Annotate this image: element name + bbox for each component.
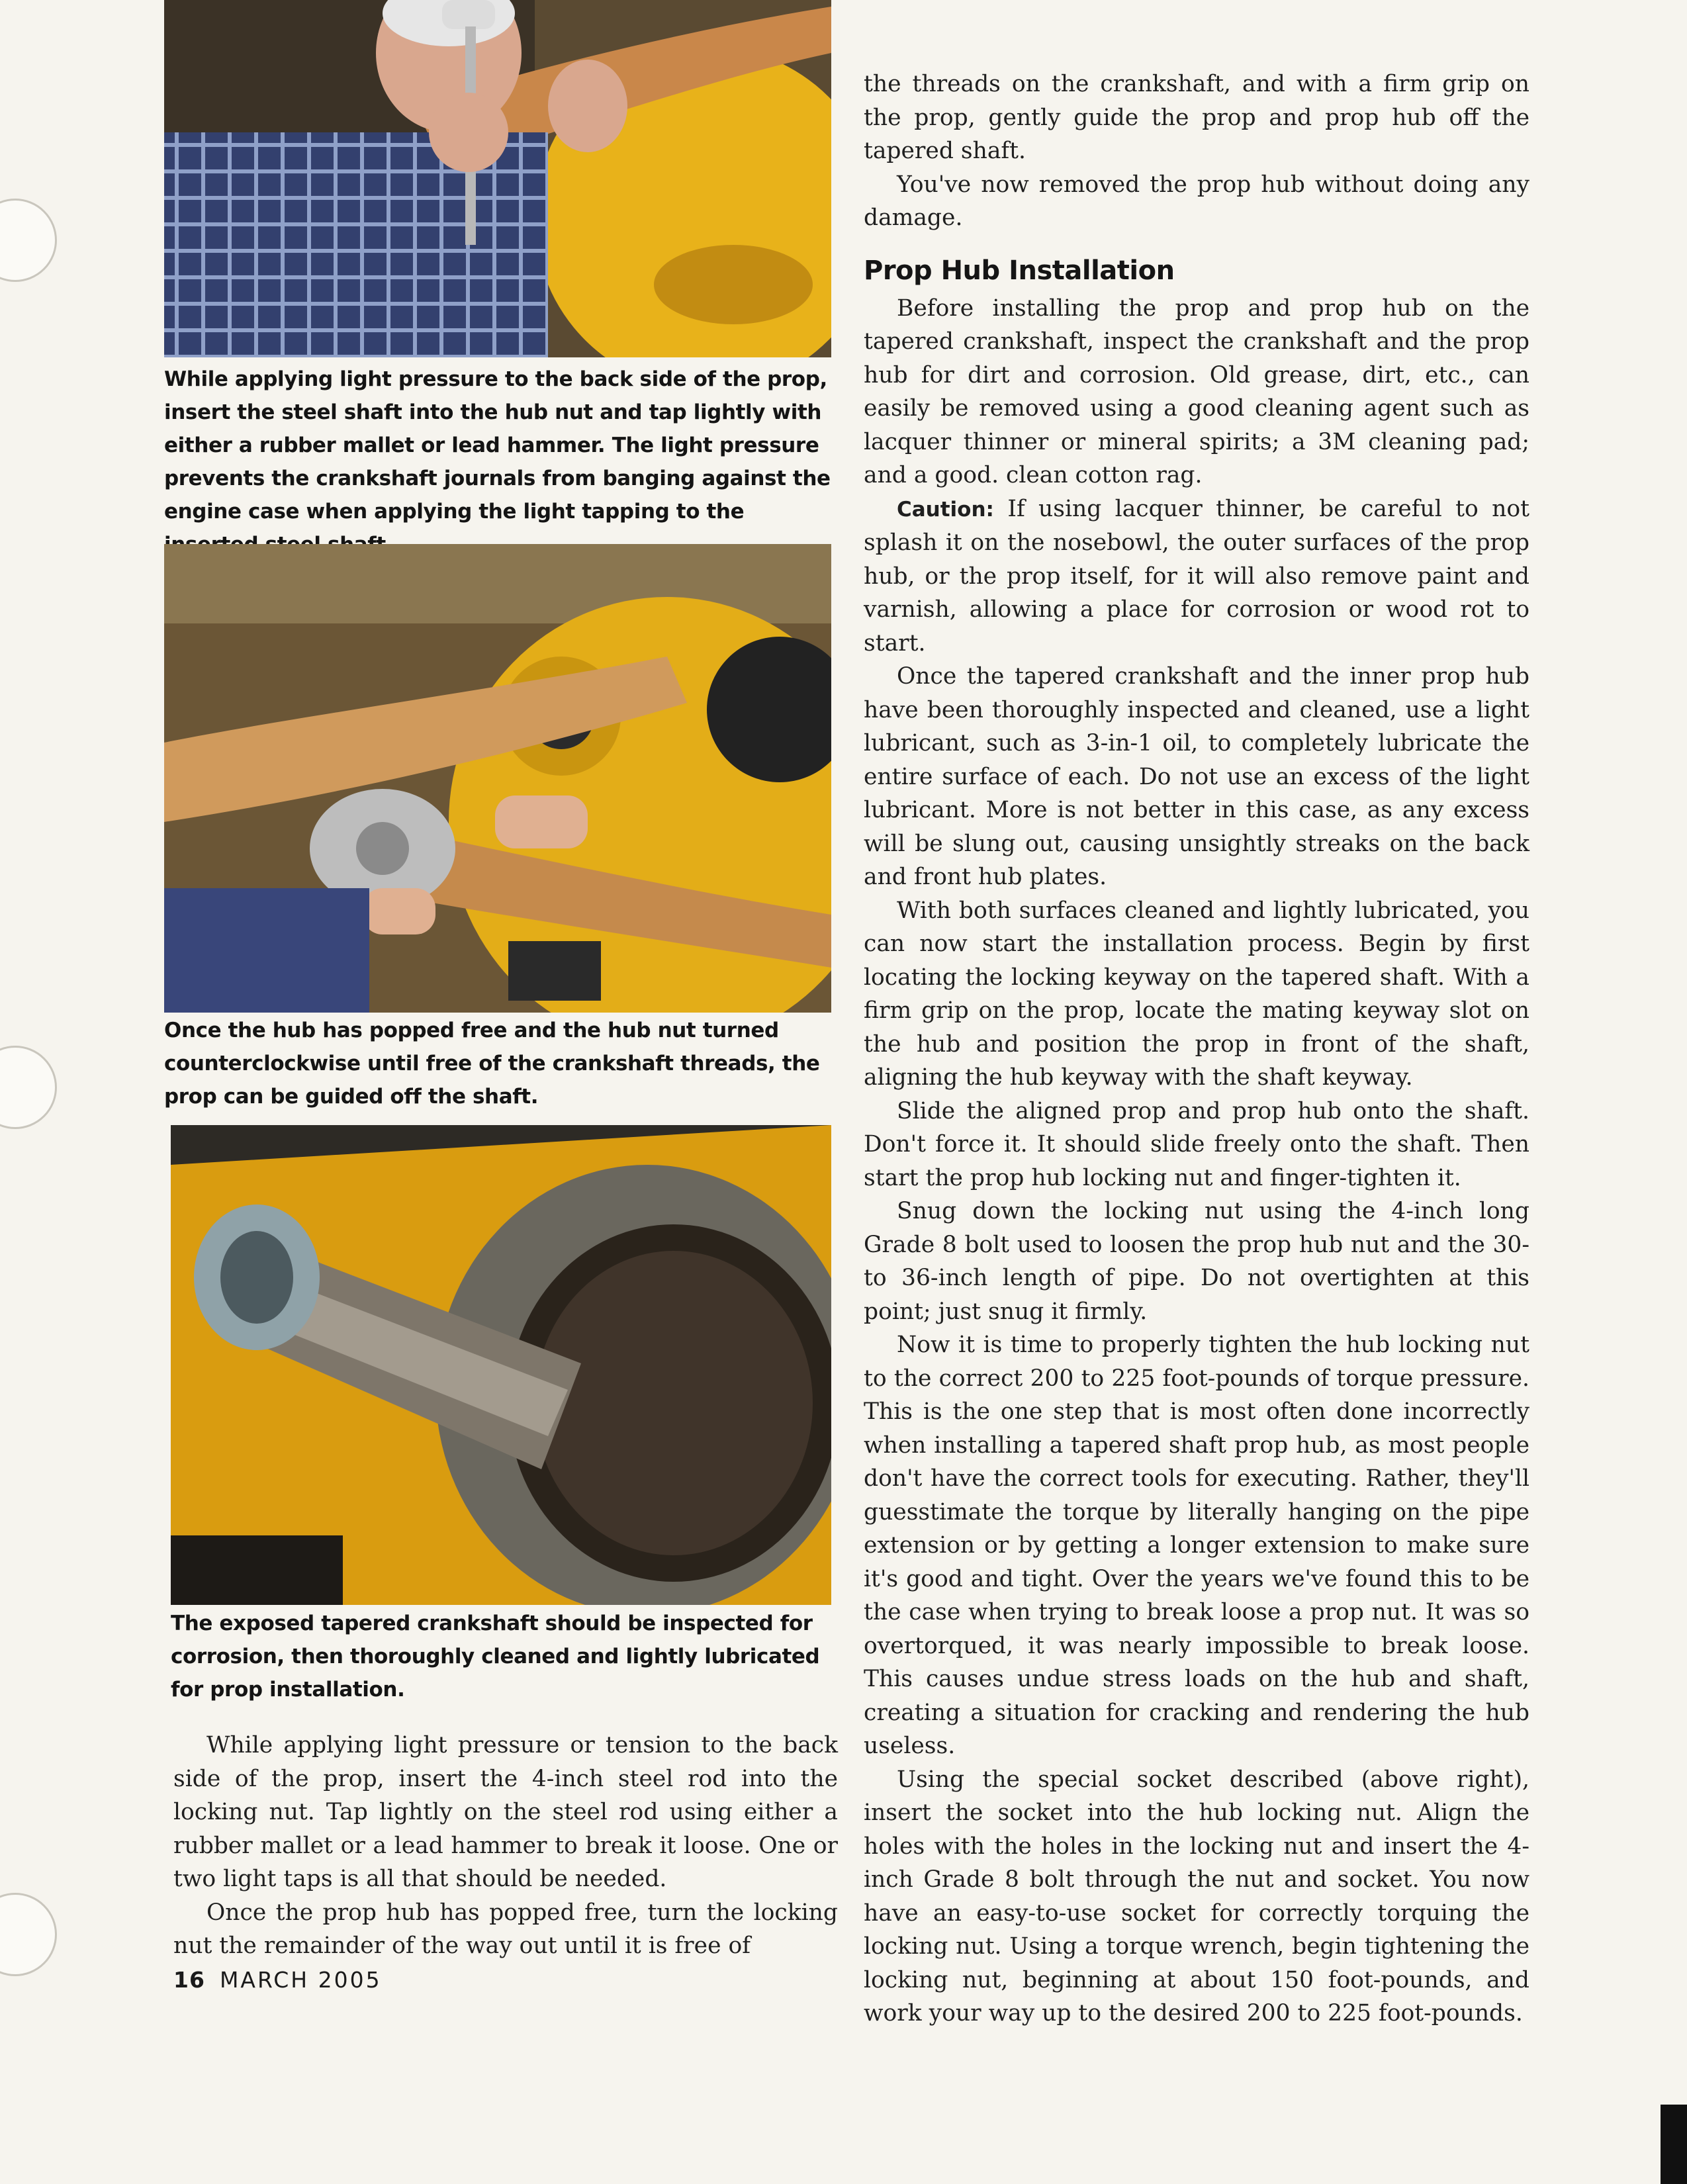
photo-crankshaft-image <box>171 1125 831 1605</box>
punch-hole-top <box>0 199 57 282</box>
right-paragraph-3: With both surfaces cleaned and lightly lubricated, you can now start the installation process. Begin by first locating the locking keyway on the tapered shaft. With a firm grip on the prop, locate the mating keyway slot on the hub and position the prop in front of the shaft, aligning the hub keyway with the shaft keyway. <box>864 897 1529 1091</box>
caption-3: The exposed tapered crankshaft should be inspected for corrosion, then thoroughly cleaned and lightly lubricated for prop installation. <box>171 1612 820 1702</box>
right-paragraph-5: Snug down the locking nut using the 4-inch long Grade 8 bolt used to loosen the prop hub nut and the 30- to 36-inch length of pipe. Do not overtighten at this point; just snug it firmly. <box>864 1198 1529 1325</box>
caution-paragraph <box>864 492 1529 660</box>
right-removed-paragraph: You've now removed the prop hub without doing any damage. <box>864 171 1529 231</box>
scan-edge-shadow <box>1661 2105 1687 2184</box>
right-paragraph-4: Slide the aligned prop and prop hub onto the shaft. Don't force it. It should slide freely onto the shaft. Then start the prop hub locking nut and finger-tighten it. <box>864 1097 1529 1191</box>
right-paragraph-6: Now it is time to properly tighten the hub locking nut to the correct 200 to 225 foot-pounds of torque pressure. This is the one step that is most often done incorrectly when installing a tapered shaft prop hub, as most people don't have the correct tools for executing. Rather, they'll guesstimate the torque by literally hanging on the pipe extension or by getting a longer extension to make sure it's good and tight. Over the years we've found this to be the case when trying to break loose a prop nut. It was so overtorqued, it was nearly impossible to break loose. This causes undue stress loads on the hub and shaft, creating a situation for cracking and rendering the hub useless. <box>864 1332 1529 1759</box>
caption-1: While applying light pressure to the back side of the prop, insert the steel shaft into the hub nut and tap lightly with either a rubber mallet or lead hammer. The light pressure prevents the crankshaft journals from banging against the engine case when applying the light tapping to the <box>164 367 831 523</box>
punch-hole-middle <box>0 1046 57 1129</box>
punch-hole-bottom <box>0 1893 57 1976</box>
left-paragraph-1: While applying light pressure or tension to the back side of the prop, insert the 4-inch steel rod into the locking nut. Tap lightly on the steel rod using either a rubber mallet or a lead hammer to break it loose. One or two light taps is all that should be needed. <box>173 1732 838 1892</box>
left-column-text <box>173 1729 838 1963</box>
section-heading: Prop Hub Installation <box>864 255 1175 286</box>
photo-tapered-crankshaft <box>171 1125 831 1605</box>
left-paragraph-2: Once the prop hub has popped free, turn the locking nut the remainder of the way out until it is free of <box>173 1899 838 1959</box>
caution-text: If using lacquer thinner, be careful to not splash it on the nosebowl, the outer surfaces of the prop hub, or the prop itself, for it will also remove paint and varnish, allowing a place for corrosion or wood rot to start. <box>864 495 1529 657</box>
caution-label: Caution: <box>897 497 994 522</box>
photo-mallet-image <box>164 0 831 357</box>
issue-date: MARCH 2005 <box>219 1967 382 1993</box>
photo-prop-removal <box>164 544 831 1013</box>
photo-mallet-tapping <box>164 0 831 357</box>
page-number: 16 <box>173 1967 205 1993</box>
right-continued-paragraph: the threads on the crankshaft, and with a firm grip on the prop, gently guide the prop and prop hub off the tapered shaft. <box>864 71 1529 164</box>
page-footer <box>173 1967 382 1993</box>
right-paragraph-2: Once the tapered crankshaft and the inner prop hub have been thoroughly inspected and cleaned, use a light lubricant, such as 3-in-1 oil, to completely lubricate the entire surface of each. Do not use an excess of the light lubricant. More is not better in this case, as any excess will be slung out, causing unsightly streaks on the back and front hub plates. <box>864 663 1529 890</box>
right-paragraph-7: Using the special socket described (above right), insert the socket into the hub locking nut. Align the holes with the holes in the locking nut and insert the 4-inch Grade 8 bolt through the nut and socket. You now have an easy-to-use socket for correctly torquing the locking nut. Using a torque wrench, begin tightening the locking nut, beginning at about 150 foot-pounds, and work your way up to the desired 200 to 225 foot-pounds. <box>864 1766 1529 2026</box>
right-paragraph-1: Before installing the prop and prop hub on the tapered crankshaft, inspect the crankshaft and the prop hub for dirt and corrosion. Old grease, dirt, etc., can easily be removed using a good cleaning agent such as lacquer thinner or mineral spirits; a 3M cleaning pad; and a good. clean cotton rag. <box>864 295 1529 488</box>
photo-prop-removal-image <box>164 544 831 1013</box>
caption-2: Once the hub has popped free and the hub nut turned counterclockwise until free of the crankshaft threads, the prop can be guided off the shaft. <box>164 1019 820 1109</box>
right-column-text <box>864 68 1529 2030</box>
